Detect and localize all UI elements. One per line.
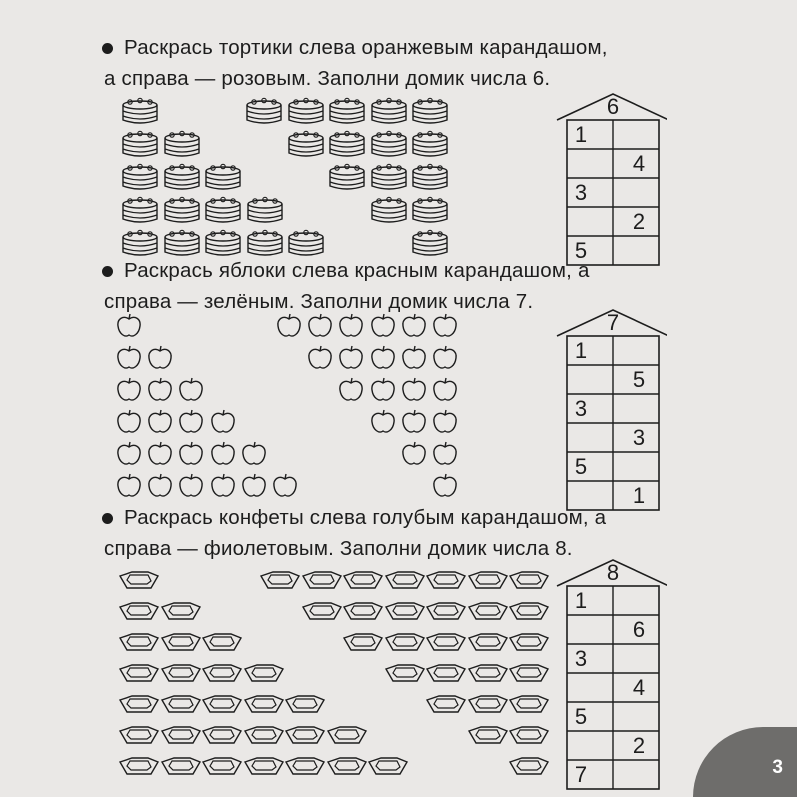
house-cell-number: 1: [574, 122, 588, 147]
task-2-text: [104, 255, 590, 317]
house-cell-number: 5: [574, 454, 588, 479]
task-3-line-1: Раскрась конфеты слева голубым карандашом, а: [124, 506, 607, 529]
task-3-text: [104, 502, 606, 564]
task-1-line-2: а справа — розовым. Заполни домик числа 6.: [104, 67, 551, 90]
house-top-number: 8: [606, 560, 620, 585]
task-1-text: [104, 32, 608, 94]
house-cell-number: 3: [574, 396, 588, 421]
house-cell-number: 3: [574, 646, 588, 671]
page-number: 3: [772, 757, 783, 778]
task-1-line-1: Раскрась тортики слева оранжевым карандашом,: [124, 36, 608, 59]
house-cell-number: 1: [574, 588, 588, 613]
house-cell-number: 1: [632, 483, 646, 508]
house-cell-number: 1: [574, 338, 588, 363]
house-cell-number: 6: [632, 617, 646, 642]
task-2-line-2: справа — зелёным. Заполни домик числа 7.: [104, 290, 534, 313]
task-2-line-1: Раскрась яблоки слева красным карандашом, а: [124, 259, 590, 282]
house-cell-number: 2: [632, 209, 646, 234]
house-top-number: 7: [606, 310, 620, 335]
bullet-icon: [102, 43, 113, 54]
house-cell-number: 5: [574, 238, 588, 263]
house-cell-number: 5: [574, 704, 588, 729]
house-cell-number: 4: [632, 151, 646, 176]
house-top-number: 6: [606, 94, 620, 119]
bullet-icon: [102, 266, 113, 277]
house-cell-number: 5: [632, 367, 646, 392]
house-cell-number: 3: [574, 180, 588, 205]
task-3-line-2: справа — фиолетовым. Заполни домик числа 8.: [104, 537, 573, 560]
house-cell-number: 4: [632, 675, 646, 700]
house-cell-number: 7: [574, 762, 588, 787]
house-cell-number: 2: [632, 733, 646, 758]
bullet-icon: [102, 513, 113, 524]
house-cell-number: 3: [632, 425, 646, 450]
